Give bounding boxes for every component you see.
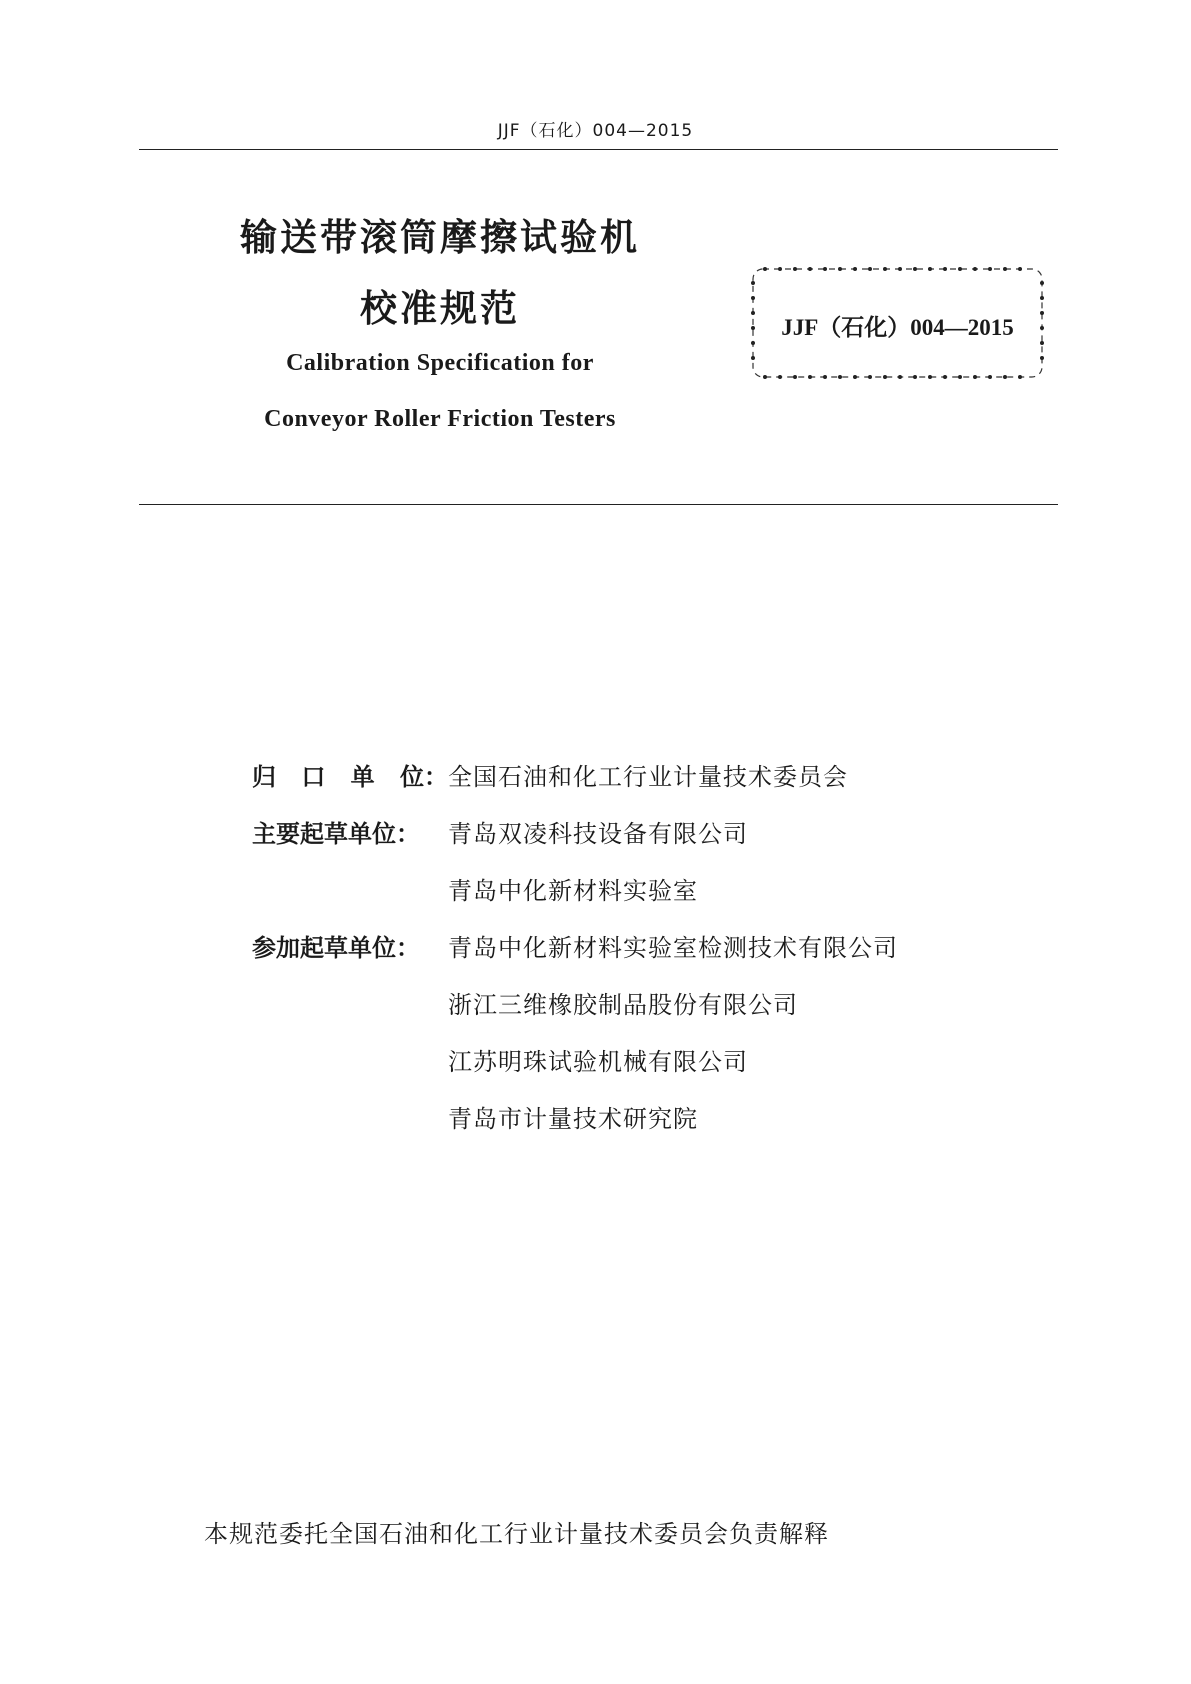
specification-code: JJF（石化）004—2015 xyxy=(781,315,1014,340)
border-dot xyxy=(763,267,767,271)
border-dot xyxy=(913,375,917,379)
main-drafter-row xyxy=(252,871,1012,928)
border-dot xyxy=(1003,375,1007,379)
participating-drafter-value: 青岛市计量技术研究院 xyxy=(448,1105,698,1133)
border-dot xyxy=(898,375,902,379)
border-dot xyxy=(838,267,842,271)
border-dot xyxy=(868,267,872,271)
responsible-unit-value: 全国石油和化工行业计量技术委员会 xyxy=(448,763,848,791)
border-dot xyxy=(853,375,857,379)
main-drafter-value: 青岛双凌科技设备有限公司 xyxy=(448,820,748,848)
participating-drafter-row xyxy=(252,1099,1012,1156)
border-dot xyxy=(973,267,977,271)
responsible-unit-row xyxy=(252,757,1012,814)
drafting-units xyxy=(252,757,1012,1156)
responsible-unit-label: 归 口 单 位： xyxy=(252,763,448,791)
border-dot xyxy=(793,267,797,271)
border-dot xyxy=(988,267,992,271)
border-dot xyxy=(868,375,872,379)
header-rule xyxy=(139,149,1058,150)
border-dot xyxy=(898,267,902,271)
main-drafter-value: 青岛中化新材料实验室 xyxy=(448,877,698,905)
running-header: JJF（石化）004—2015 xyxy=(497,121,694,141)
title-chinese-line-2: 校准规范 xyxy=(360,287,520,330)
border-dot xyxy=(943,375,947,379)
title-chinese-line-1: 输送带滚筒摩擦试验机 xyxy=(240,216,640,259)
title-block-rule xyxy=(139,504,1058,505)
border-dot xyxy=(883,267,887,271)
border-dot xyxy=(778,267,782,271)
border-dot xyxy=(928,267,932,271)
border-dot xyxy=(751,281,755,285)
border-dot xyxy=(1040,356,1044,360)
interpretation-note: 本规范委托全国石油和化工行业计量技术委员会负责解释 xyxy=(204,1520,829,1548)
title-english-line-2: Conveyor Roller Friction Testers xyxy=(264,406,616,432)
border-dot xyxy=(808,267,812,271)
border-dot xyxy=(973,375,977,379)
border-dot xyxy=(823,267,827,271)
border-dot xyxy=(1040,281,1044,285)
border-dot xyxy=(751,296,755,300)
main-drafter-label: 主要起草单位： xyxy=(252,820,420,848)
border-dot xyxy=(808,375,812,379)
border-dot xyxy=(883,375,887,379)
participating-drafter-label: 参加起草单位： xyxy=(252,934,420,962)
border-dot xyxy=(838,375,842,379)
border-dot xyxy=(778,375,782,379)
participating-drafter-row xyxy=(252,1042,1012,1099)
border-dot xyxy=(913,267,917,271)
border-dot xyxy=(853,267,857,271)
border-dot xyxy=(958,267,962,271)
participating-drafter-value: 青岛中化新材料实验室检测技术有限公司 xyxy=(448,934,898,962)
border-dot xyxy=(823,375,827,379)
main-drafter-row xyxy=(252,814,1012,871)
border-dot xyxy=(751,356,755,360)
border-dot xyxy=(943,267,947,271)
border-dot xyxy=(958,375,962,379)
participating-drafter-row xyxy=(252,985,1012,1042)
border-dot xyxy=(793,375,797,379)
border-dot xyxy=(928,375,932,379)
border-dot xyxy=(988,375,992,379)
participating-drafter-row xyxy=(252,928,1012,985)
border-dot xyxy=(1018,375,1022,379)
border-dot xyxy=(1018,267,1022,271)
border-dot xyxy=(1003,267,1007,271)
title-english-line-1: Calibration Specification for xyxy=(286,350,594,376)
specification-code-box xyxy=(745,261,1050,385)
border-dot xyxy=(1040,296,1044,300)
participating-drafter-value: 浙江三维橡胶制品股份有限公司 xyxy=(448,991,798,1019)
participating-drafter-value: 江苏明珠试验机械有限公司 xyxy=(448,1048,748,1076)
border-dot xyxy=(763,375,767,379)
